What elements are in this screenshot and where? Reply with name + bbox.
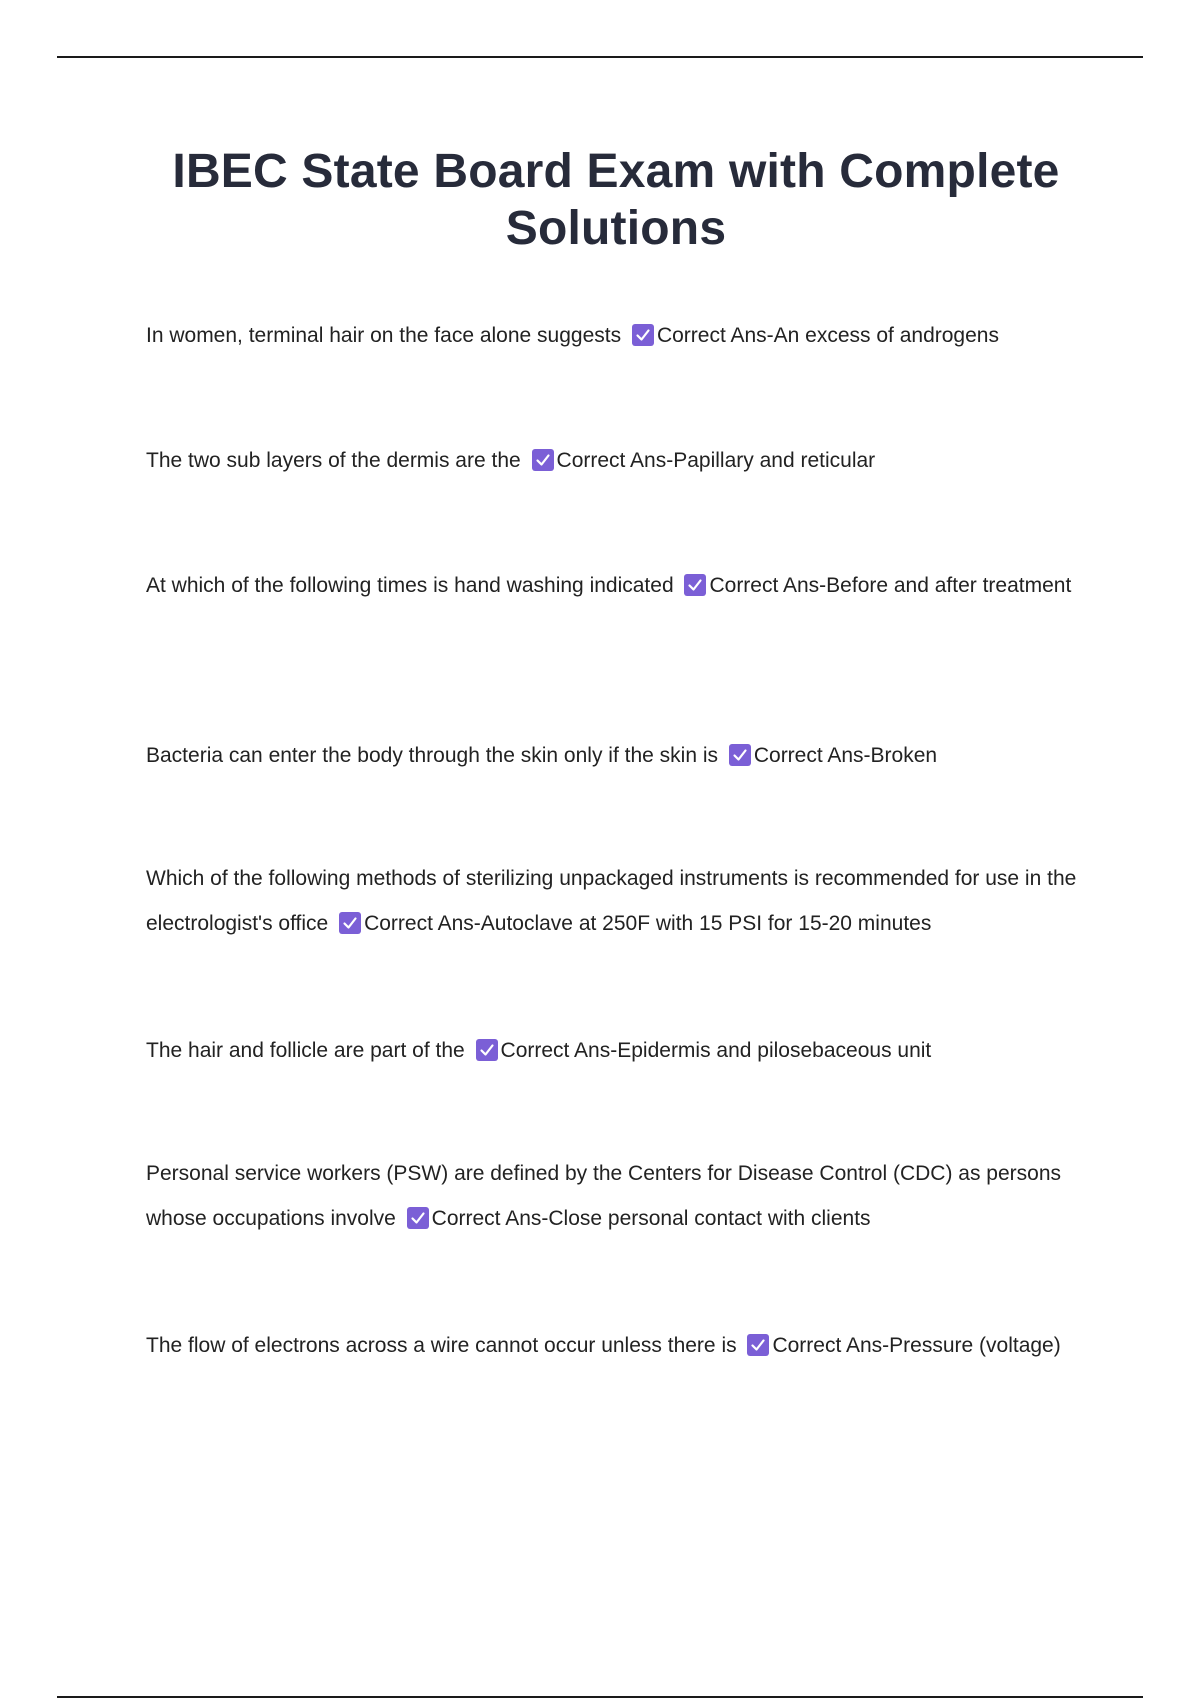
question-text: The flow of electrons across a wire cannot occur unless there is bbox=[146, 1334, 737, 1357]
answer-text: Correct Ans-Autoclave at 250F with 15 PSI for 15-20 minutes bbox=[364, 912, 932, 935]
answer-text: Correct Ans-Before and after treatment bbox=[709, 574, 1072, 597]
answer-text: Correct Ans-Papillary and reticular bbox=[556, 449, 876, 472]
question-text: At which of the following times is hand washing indicated bbox=[146, 574, 674, 597]
checkbox-checked-icon bbox=[729, 744, 751, 766]
checkbox-checked-icon bbox=[632, 324, 654, 346]
checkbox-checked-icon bbox=[684, 574, 706, 596]
checkbox-checked-icon bbox=[407, 1207, 429, 1229]
question-text: In women, terminal hair on the face alone suggests bbox=[146, 324, 622, 347]
question-text: The two sub layers of the dermis are the bbox=[146, 449, 521, 472]
checkbox-checked-icon bbox=[476, 1039, 498, 1061]
header-rule bbox=[57, 56, 1143, 58]
answer-text: Correct Ans-Epidermis and pilosebaceous unit bbox=[500, 1039, 932, 1062]
answer-text: Correct Ans-An excess of androgens bbox=[656, 324, 999, 347]
qa-item bbox=[146, 733, 1086, 778]
qa-item bbox=[146, 563, 1086, 608]
question-text: Bacteria can enter the body through the skin only if the skin is bbox=[146, 744, 718, 767]
qa-item bbox=[146, 438, 1086, 483]
checkbox-checked-icon bbox=[339, 912, 361, 934]
question-text: Which of the following methods of sterilizing unpackaged instruments is recommended for use in the electrologist's office bbox=[146, 867, 1077, 935]
question-text: Personal service workers (PSW) are defined by the Centers for Disease Control (CDC) as persons whose occupations involve bbox=[146, 1162, 1062, 1230]
checkbox-checked-icon bbox=[532, 449, 554, 471]
qa-item bbox=[146, 313, 1086, 358]
qa-item bbox=[146, 1151, 1086, 1241]
document-title: IBEC State Board Exam with Complete Solutions bbox=[172, 145, 1060, 255]
qa-item bbox=[146, 1028, 1086, 1073]
qa-item bbox=[146, 1323, 1086, 1368]
checkbox-checked-icon bbox=[747, 1334, 769, 1356]
question-text: The hair and follicle are part of the bbox=[146, 1039, 465, 1062]
answer-text: Correct Ans-Broken bbox=[753, 744, 938, 767]
qa-item bbox=[146, 856, 1086, 946]
answer-text: Correct Ans-Pressure (voltage) bbox=[772, 1334, 1061, 1357]
answer-text: Correct Ans-Close personal contact with clients bbox=[431, 1207, 871, 1230]
footer-rule bbox=[57, 1696, 1143, 1698]
